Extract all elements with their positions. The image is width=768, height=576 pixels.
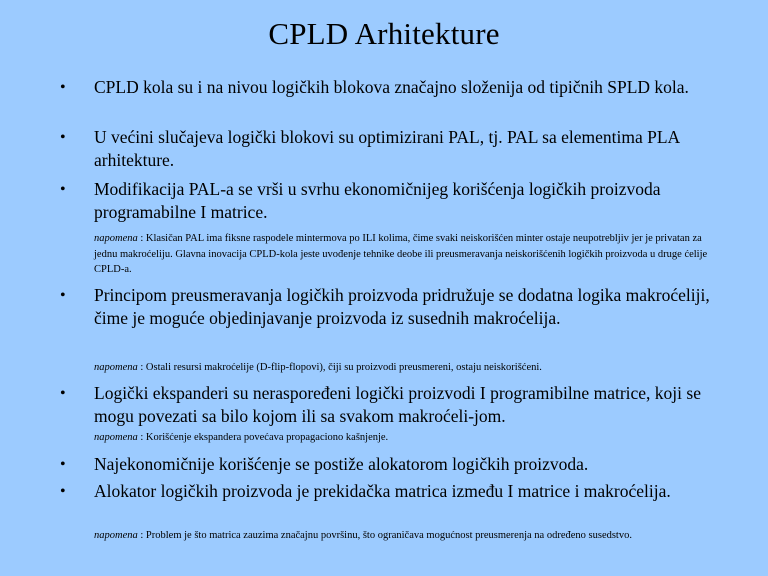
bullet-marker: •: [60, 79, 66, 96]
footnote: [94, 360, 714, 376]
footnote-text: : Problem je što matrica zauzima značajnu površinu, što ograničava mogućnost preusmerenja na određeno susedstvo.: [137, 530, 632, 541]
bullet-marker: •: [60, 129, 66, 146]
footnote: [94, 231, 714, 278]
bullet-marker: •: [60, 385, 66, 402]
footnote-label: napomena: [94, 362, 138, 373]
bullet-marker: •: [60, 483, 66, 500]
footnote-label: napomena: [94, 530, 138, 541]
footnote-text: : Korišćenje ekspandera povećava propagaciono kašnjenje.: [137, 432, 389, 443]
footnote-text: : Klasičan PAL ima fiksne raspodele mintermova po ILI kolima, čime svaki neiskorišćen minter ostaje neupotrebljiv jer je privatan za jednu makroćeliju. Glavna inovacija CPLD-kola jeste uvođenje tehnike deobe ili preusmeravanja neiskorišćenih logičkih proizvoda u druge ćelije CPLD-a.: [94, 233, 708, 275]
footnote-label: napomena: [94, 432, 138, 443]
footnote-text: : Ostali resursi makroćelije (D-flip-flopovi), čiji su proizvodi preusmereni, ostaju neiskorišćeni.: [137, 362, 542, 373]
bullet-text: Modifikacija PAL-a se vrši u svrhu ekonomičnijeg korišćenja logičkih proizvoda programabilne I matrice.: [94, 179, 661, 222]
bullet-text: CPLD kola su i na nivou logičkih blokova značajno složenija od tipičnih SPLD kola.: [94, 77, 689, 97]
slide-title: CPLD Arhitekture: [268, 16, 500, 51]
bullet-text: Principom preusmeravanja logičkih proizvoda pridružuje se dodatna logika makroćeliji, čime je moguće objedinjavanje proizvoda iz susednih makroćelija.: [94, 285, 710, 328]
bullet-marker: •: [60, 181, 66, 198]
bullet-text: Najekonomičnije korišćenje se postiže alokatorom logičkih proizvoda.: [94, 454, 589, 474]
footnote: [94, 528, 714, 544]
footnote-label: napomena: [94, 233, 138, 244]
bullet-marker: •: [60, 456, 66, 473]
footnote: [94, 430, 714, 446]
bullet-text: Alokator logičkih proizvoda je prekidačka matrica između I matrice i makroćelija.: [94, 481, 671, 501]
bullet-text: U većini slučajeva logički blokovi su optimizirani PAL, tj. PAL sa elementima PLA arhitekture.: [94, 127, 680, 170]
bullet-marker: •: [60, 287, 66, 304]
bullet-text: Logički ekspanderi su neraspoređeni logički proizvodi I programibilne matrice, koji se mogu povezati sa bilo kojom ili sa svakom makroćeli-jom.: [94, 383, 701, 426]
